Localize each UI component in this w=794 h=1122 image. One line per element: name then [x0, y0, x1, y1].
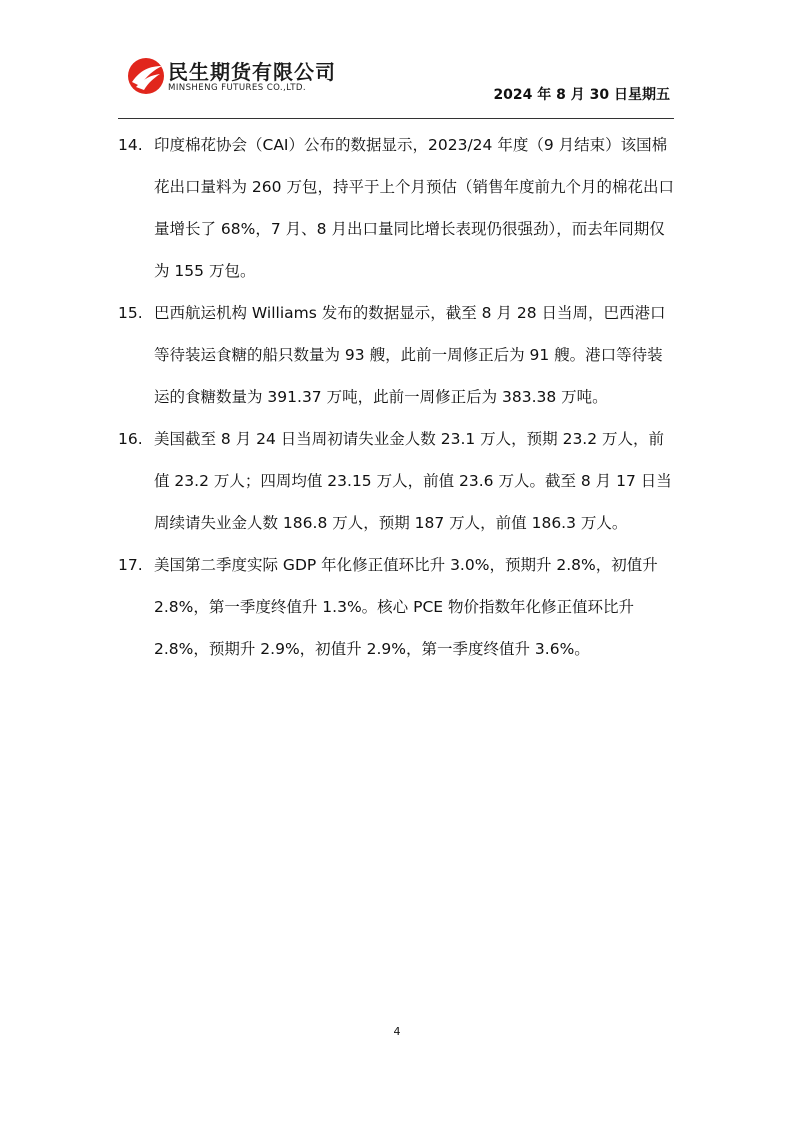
company-logo [126, 54, 366, 102]
item-text: 美国截至 8 月 24 日当周初请失业金人数 23.1 万人，预期 23.2 万人，前值 23.2 万人；四周均值 23.15 万人，前值 23.6 万人。截至 8 月 17 日当周续请失业金人数 186.8 万人，预期 187 万人，前值 186.3 万人。 [154, 430, 672, 532]
page-header [0, 0, 794, 120]
report-date: 2024 年 8 月 30 日星期五 [493, 87, 670, 103]
item-number: 14. [118, 136, 143, 154]
list-item [118, 292, 678, 418]
item-number: 17. [118, 556, 143, 574]
company-name-cn: 民生期货有限公司 [168, 60, 336, 84]
item-text: 印度棉花协会（CAI）公布的数据显示，2023/24 年度（9 月结束）该国棉花出口量料为 260 万包，持平于上个月预估（销售年度前九个月的棉花出口量增长了 68%，7 月、8 月出口量同比增长表现仍很强劲），而去年同期仅为 155 万包。 [154, 136, 674, 280]
item-text: 美国第二季度实际 GDP 年化修正值环比升 3.0%，预期升 2.8%，初值升 2.8%，第一季度终值升 1.3%。核心 PCE 物价指数年化修正值环比升 2.8%，预期升 2.9%，初值升 2.9%，第一季度终值升 3.6%。 [154, 556, 658, 658]
company-name-en: MINSHENG FUTURES CO.,LTD. [168, 83, 306, 93]
page-number: 4 [393, 1025, 401, 1038]
item-text: 巴西航运机构 Williams 发布的数据显示，截至 8 月 28 日当周，巴西港口等待装运食糖的船只数量为 93 艘，此前一周修正后为 91 艘。港口等待装运的食糖数量为 391.37 万吨，此前一周修正后为 383.38 万吨。 [154, 304, 666, 406]
news-list [118, 124, 678, 670]
list-item [118, 544, 678, 670]
header-divider [118, 118, 674, 119]
list-item [118, 418, 678, 544]
minsheng-logo-icon [126, 56, 166, 96]
item-number: 15. [118, 304, 143, 322]
list-item [118, 124, 678, 292]
item-number: 16. [118, 430, 143, 448]
